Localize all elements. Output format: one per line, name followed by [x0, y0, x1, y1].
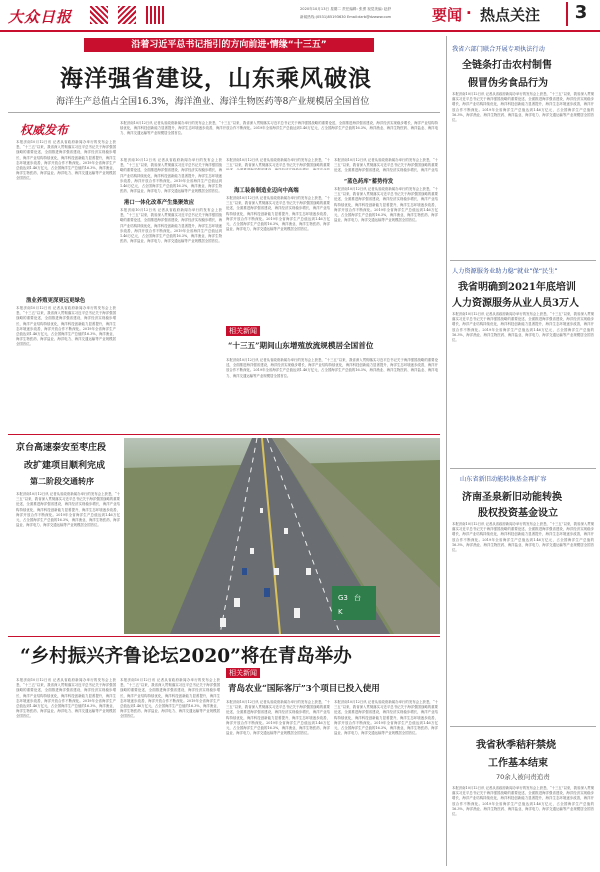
- lead-subhead: 海洋生产总值占全国16.3%，海洋渔业、海洋生物医药等8产业规模居全国首位: [56, 97, 370, 107]
- right-head-2b: 人力资源服务从业人员3万人: [452, 298, 579, 309]
- lead-col-2: 本报济南10月12日讯 记者从省政府新闻办举行的发布会上获悉，“十三五”以来，我省深入贯彻落实习近平总书记关于海洋强国战略的重要论述，全面推进海洋强省建设，海洋经济实现稳步增长，海洋产业结构持续优化，海洋科技创新能力显著提升，海洋生态环境逐步改善，海洋开放合作不断深化。2019年全省海洋生产总值达到1.46万亿元，占全国海洋生产总值的16.3%，海洋渔业、海洋生物医药、海洋盐业、海洋电力、海洋交通运输等产业规模居全国首位。: [120, 158, 222, 194]
- authority-badge: 权威发布: [20, 123, 69, 137]
- qr-code-1: [90, 6, 108, 24]
- lead-col-1: 本报济南10月12日讯 记者从省政府新闻办举行的发布会上获悉，“十三五”以来，我省深入贯彻落实习近平总书记关于海洋强国战略的重要论述，全面推进海洋强省建设，海洋经济实现稳步增长，海洋产业结构持续优化，海洋科技创新能力显著提升，海洋生态环境逐步改善，海洋开放合作不断深化。2019年全省海洋生产总值达到1.46万亿元，占全国海洋生产总值的16.3%，海洋渔业、海洋生物医药、海洋盐业、海洋电力、海洋交通运输等产业规模居全国首位。: [16, 140, 116, 181]
- right-sub-4: 70余人被问责追责: [496, 773, 550, 781]
- right-body-3: 本报济南10月12日讯 记者从省政府新闻办举行的发布会上获悉，“十三五”以来，我省深入贯彻落实习近平总书记关于海洋强国战略的重要论述，全面推进海洋强省建设，海洋经济实现稳步增长，海洋产业结构持续优化，海洋科技创新能力显著提升，海洋生态环境逐步改善，海洋开放合作不断深化。2019年全省海洋生产总值达到1.46万亿元，占全国海洋生产总值的16.3%，海洋渔业、海洋生物医药、海洋盐业、海洋电力、海洋交通运输等产业规模居全国首位。: [452, 522, 594, 553]
- photo-headline-3: 第二阶段交通转序: [30, 476, 94, 486]
- qingdao-col-1: 本报济南10月12日讯 记者从省政府新闻办举行的发布会上获悉，“十三五”以来，我省深入贯彻落实习近平总书记关于海洋强国战略的重要论述，全面推进海洋强省建设，海洋经济实现稳步增长，海洋产业结构持续优化，海洋科技创新能力显著提升，海洋生态环境逐步改善，海洋开放合作不断深化。2019年全省海洋生产总值达到1.46万亿元，占全国海洋生产总值的16.3%，海洋渔业、海洋生物医药、海洋盐业、海洋电力、海洋交通运输等产业规模居全国首位。: [226, 700, 330, 736]
- qr-code-3: [146, 6, 164, 24]
- photo-headline-2: 改扩建项目顺利完成: [24, 461, 106, 471]
- forum-col-2: 本报济南10月12日讯 记者从省政府新闻办举行的发布会上获悉，“十三五”以来，我省深入贯彻落实习近平总书记关于海洋强国战略的重要论述，全面推进海洋强省建设，海洋经济实现稳步增长，海洋产业结构持续优化，海洋科技创新能力显著提升，海洋生态环境逐步改善，海洋开放合作不断深化。2019年全省海洋生产总值达到1.46万亿元，占全国海洋生产总值的16.3%，海洋渔业、海洋生物医药、海洋盐业、海洋电力、海洋交通运输等产业规模居全国首位。: [120, 678, 220, 719]
- logo: 大众日报: [8, 8, 73, 26]
- lead-col-3: 本报济南10月12日讯 记者从省政府新闻办举行的发布会上获悉，“十三五”以来，我省深入贯彻落实习近平总书记关于海洋强国战略的重要: [226, 158, 330, 168]
- right-kicker-3: 山东省新旧动能转换基金再扩容: [460, 476, 547, 483]
- lead-col-2b: 本报济南10月12日讯 记者从省政府新闻办举行的发布会上获悉，“十三五”以来，我省深入贯彻落实习近平总书记关于海洋强国战略的重要论述，全面推进海洋强省建设，海洋经济实现稳步增长，海洋产业结构持续优化，海洋科技创新能力显著提升，海洋生态环境逐步改善，海洋开放合作不断深化。2019年全省海洋生产总值达到1.46万亿元，占全国海洋生产总值的16.3%，海洋渔业、海洋生物医药、海洋盐业、海洋电力、海洋交通运输等产业规模居全国首位。: [120, 208, 222, 244]
- road-sign-2: 台: [354, 594, 361, 602]
- subsection-label: 热点关注: [480, 6, 541, 24]
- contact-line: 新闻热线:(0531)85193630 Email:dzrb@dzwww.com: [300, 15, 392, 19]
- lead-col-1b: 本报济南10月12日讯 记者从省政府新闻办举行的发布会上获悉，“十三五”以来，我省深入贯彻落实习近平总书记关于海洋强国战略的重要论述，全面推进海洋强省建设，海洋经济实现稳步增长，海洋产业结构持续优化，海洋科技创新能力显著提升，海洋生态环境逐步改善，海洋开放合作不断深化。2019年全省海洋生产总值达到1.46万亿元，占全国海洋生产总值的16.3%，海洋渔业、海洋生物医药、海洋盐业、海洋电力、海洋交通运输等产业规模居全国首位。: [16, 306, 116, 347]
- masthead-rule: [0, 30, 600, 32]
- lead-headline: 海洋强省建设，山东乘风破浪: [60, 65, 372, 92]
- qr-code-2: [118, 6, 136, 24]
- qingdao-tag: 相关新闻: [226, 668, 260, 678]
- right-body-4: 本报济南10月12日讯 记者从省政府新闻办举行的发布会上获悉，“十三五”以来，我省深入贯彻落实习近平总书记关于海洋强国战略的重要论述，全面推进海洋强省建设，海洋经济实现稳步增长，海洋产业结构持续优化，海洋科技创新能力显著提升，海洋生态环境逐步改善，海洋开放合作不断深化。2019年全省海洋生产总值达到1.46万亿元，占全国海洋生产总值的16.3%，海洋渔业、海洋生物医药、海洋盐业、海洋电力、海洋交通运输等产业规模居全国首位。: [452, 786, 594, 817]
- lead-section-3: 海工装备制造业迈向中高端: [234, 188, 299, 194]
- lead-col-3b: 本报济南10月12日讯 记者从省政府新闻办举行的发布会上获悉，“十三五”以来，我省深入贯彻落实习近平总书记关于海洋强国战略的重要论述，全面推进海洋强省建设，海洋经济实现稳步增长，海洋产业结构持续优化，海洋科技创新能力显著提升，海洋生态环境逐步改善，海洋开放合作不断深化。2019年全省海洋生产总值达到1.46万亿元，占全国海洋生产总值的16.3%，海洋渔业、海洋生物医药、海洋盐业、海洋电力、海洋交通运输等产业规模居全国首位。: [226, 196, 330, 232]
- right-head-1a: 全链条打击农村制售: [462, 60, 552, 71]
- qingdao-col-2: 本报济南10月12日讯 记者从省政府新闻办举行的发布会上获悉，“十三五”以来，我省深入贯彻落实习近平总书记关于海洋强国战略的重要论述，全面推进海洋强省建设，海洋经济实现稳步增长，海洋产业结构持续优化，海洋科技创新能力显著提升，海洋生态环境逐步改善，海洋开放合作不断深化。2019年全省海洋生产总值达到1.46万亿元，占全国海洋生产总值的16.3%，海洋渔业、海洋生物医药、海洋盐业、海洋电力、海洋交通运输等产业规模居全国首位。: [334, 700, 438, 736]
- related-news-tag: 相关新闻: [226, 326, 260, 336]
- highway-photo: [124, 438, 440, 634]
- section-label: 要闻: [432, 6, 463, 24]
- section-separator: ·: [466, 4, 472, 22]
- right-body-1: 本报济南10月12日讯 记者从省政府新闻办举行的发布会上获悉，“十三五”以来，我省深入贯彻落实习近平总书记关于海洋强国战略的重要论述，全面推进海洋强省建设，海洋经济实现稳步增长，海洋产业结构持续优化，海洋科技创新能力显著提升，海洋生态环境逐步改善，海洋开放合作不断深化。2019年全省海洋生产总值达到1.46万亿元，占全国海洋生产总值的16.3%，海洋渔业、海洋生物医药、海洋盐业、海洋电力、海洋交通运输等产业规模居全国首位。: [452, 92, 594, 123]
- photo-body: 本报济南10月12日讯 记者从省政府新闻办举行的发布会上获悉，“十三五”以来，我省深入贯彻落实习近平总书记关于海洋强国战略的重要论述，全面推进海洋强省建设，海洋经济实现稳步增长，海洋产业结构持续优化，海洋科技创新能力显著提升，海洋生态环境逐步改善，海洋开放合作不断深化。2019年全省海洋生产总值达到1.46万亿元，占全国海洋生产总值的16.3%，海洋渔业、海洋生物医药、海洋盐业、海洋电力、海洋交通运输等产业规模居全国首位。: [16, 492, 120, 528]
- qingdao-headline: 青岛农业“国际客厅”3个项目已投入使用: [228, 684, 380, 694]
- right-head-4b: 工作基本结束: [488, 758, 548, 769]
- lead-col-4: 本报济南10月12日讯 记者从省政府新闻办举行的发布会上获悉，“十三五”以来，我省深入贯彻落实习近平总书记关于海洋强国战略的重要论述，全面推进海洋强省建设，海洋经济实现稳步增长，海洋产业结: [334, 158, 438, 172]
- right-head-3b: 股权投资基金设立: [478, 508, 558, 519]
- right-kicker-1: 我省六部门联合开展专项执法行动: [452, 46, 545, 53]
- right-kicker-2: 人力资源服务业助力稳“就业”保“民生”: [452, 268, 558, 275]
- right-head-2a: 我省明确到2021年底培训: [458, 282, 576, 293]
- date-line: 2020年10月13日 星期二 责任编辑: 张勇 视觉美编: 赵舒: [300, 7, 392, 11]
- right-head-1b: 假冒伪劣食品行为: [468, 78, 548, 89]
- forum-col-1: 本报济南10月12日讯 记者从省政府新闻办举行的发布会上获悉，“十三五”以来，我省深入贯彻落实习近平总书记关于海洋强国战略的重要论述，全面推进海洋强省建设，海洋经济实现稳步增长，海洋产业结构持续优化，海洋科技创新能力显著提升，海洋生态环境逐步改善，海洋开放合作不断深化。2019年全省海洋生产总值达到1.46万亿元，占全国海洋生产总值的16.3%，海洋渔业、海洋生物医药、海洋盐业、海洋电力、海洋交通运输等产业规模居全国首位。: [16, 678, 116, 719]
- right-head-4a: 我省秋季秸秆禁烧: [476, 740, 556, 751]
- road-sign-3: K: [338, 608, 343, 616]
- right-head-3a: 济南圣泉新旧动能转换: [462, 492, 562, 503]
- related-headline: “十三五”期间山东增殖放流规模居全国首位: [228, 341, 374, 350]
- banner: 沿着习近平总书记指引的方向前进·情缘“十三五”: [84, 38, 374, 52]
- lead-section-4: “蓝色药库”蓄势待发: [344, 179, 394, 185]
- related-body: 本报济南10月12日讯 记者从省政府新闻办举行的发布会上获悉，“十三五”以来，我省深入贯彻落实习近平总书记关于海洋强国战略的重要论述，全面推进海洋强省建设，海洋经济实现稳步增长，海洋产业结构持续优化，海洋科技创新能力显著提升，海洋生态环境逐步改善，海洋开放合作不断深化。2019年全省海洋生产总值达到1.46万亿元，占全国海洋生产总值的16.3%，海洋渔业、海洋生物医药、海洋盐业、海洋电力、海洋交通运输等产业规模居全国首位。: [226, 358, 438, 378]
- forum-headline: “乡村振兴齐鲁论坛2020”将在青岛举办: [20, 646, 352, 667]
- road-sign: G3: [338, 594, 348, 602]
- page-number: 3: [566, 2, 594, 26]
- lead-section-2: 港口一体化改革产生集聚效应: [124, 200, 195, 206]
- lead-col-4b: 本报济南10月12日讯 记者从省政府新闻办举行的发布会上获悉，“十三五”以来，我省深入贯彻落实习近平总书记关于海洋强国战略的重要论述，全面推进海洋强省建设，海洋经济实现稳步增长，海洋产业结构持续优化，海洋科技创新能力显著提升，海洋生态环境逐步改善，海洋开放合作不断深化。2019年全省海洋生产总值达到1.46万亿元，占全国海洋生产总值的16.3%，海洋渔业、海洋生物医药、海洋盐业、海洋电力、海洋交通运输等产业规模居全国首位。: [334, 187, 438, 223]
- right-body-2: 本报济南10月12日讯 记者从省政府新闻办举行的发布会上获悉，“十三五”以来，我省深入贯彻落实习近平总书记关于海洋强国战略的重要论述，全面推进海洋强省建设，海洋经济实现稳步增长，海洋产业结构持续优化，海洋科技创新能力显著提升，海洋生态环境逐步改善，海洋开放合作不断深化。2019年全省海洋生产总值达到1.46万亿元，占全国海洋生产总值的16.3%，海洋渔业、海洋生物医药、海洋盐业、海洋电力、海洋交通运输等产业规模居全国首位。: [452, 312, 594, 343]
- lead-section-1: 渔业养殖更深更远更绿色: [26, 298, 86, 304]
- lead-intro: 本报济南10月12日讯 记者从省政府新闻办举行的发布会上获悉，“十三五”以来，我省深入贯彻落实习近平总书记关于海洋强国战略的重要论述，全面推进海洋强省建设，海洋经济实现稳步增长，海洋产业结构持续优化，海洋科技创新能力显著提升，海洋生态环境逐步改善，海洋开放合作不断深化。2019年全省海洋生产总值达到1.46万亿元，占全国海洋生产总值的16.3%，海洋渔业、海洋生物医药、海洋盐业、海洋电力、海洋交通运输等产业规模居全国首位。: [120, 121, 438, 136]
- photo-headline-1: 京台高速泰安至枣庄段: [16, 443, 107, 453]
